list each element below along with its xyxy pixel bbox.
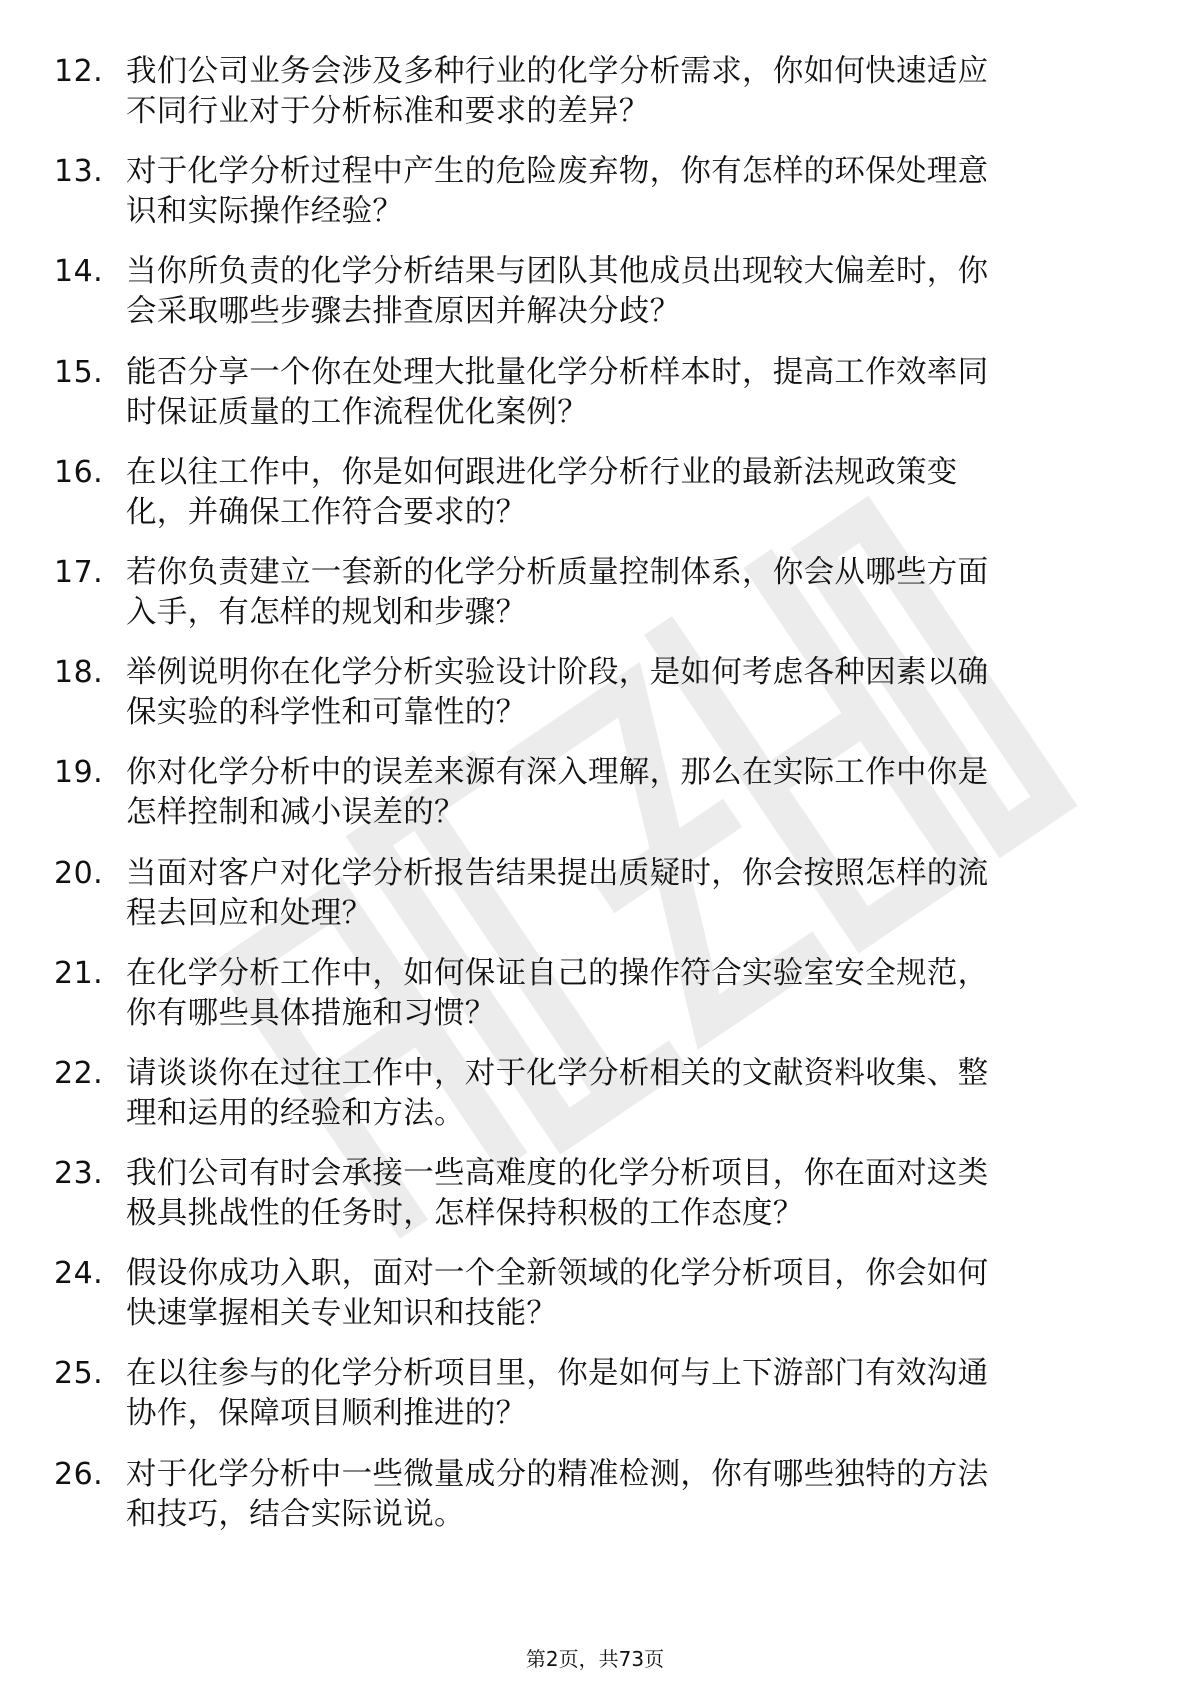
question-number: 12. [54,54,104,89]
question-number: 26. [54,1456,104,1492]
question-number: 20. [54,855,104,891]
question-item [54,252,1114,352]
question-line: 识和实际操作经验？ [126,194,404,230]
question-text [126,1254,1156,1334]
question-text [126,252,1156,332]
question-line: 时保证质量的工作流程优化案例？ [126,394,588,430]
question-line: 当面对客户对化学分析报告结果提出质疑时，你会按照怎样的流 [126,855,989,891]
question-item [54,453,1114,553]
question-text [126,753,1156,833]
question-number: 17. [54,554,104,590]
question-line: 若你负责建立一套新的化学分析质量控制体系，你会从哪些方面 [126,554,989,590]
question-item [54,854,1114,954]
question-item [54,553,1114,653]
question-line: 你对化学分析中的误差来源有深入理解，那么在实际工作中你是 [126,755,989,791]
question-number: 23. [54,1156,104,1192]
question-line: 请谈谈你在过往工作中，对于化学分析相关的文献资料收集、整 [126,1055,989,1091]
question-text [126,1354,1156,1434]
question-item [54,753,1114,853]
question-item [54,1354,1114,1454]
question-list [54,52,1114,1555]
question-line: 协作，保障项目顺利推进的？ [126,1396,527,1432]
question-number: 19. [54,755,104,791]
question-item [54,353,1114,453]
question-text [126,52,1156,132]
question-line: 快速掌握相关专业知识和技能？ [126,1296,558,1332]
question-item [54,152,1114,252]
question-text [126,152,1156,232]
question-line: 当你所负责的化学分析结果与团队其他成员出现较大偏差时，你 [126,254,989,290]
question-text [126,653,1156,733]
question-line: 入手，有怎样的规划和步骤？ [126,594,527,630]
question-item [54,1254,1114,1354]
question-text [126,854,1156,934]
question-item [54,1054,1114,1154]
question-line: 会采取哪些步骤去排查原因并解决分歧？ [126,294,681,330]
question-line: 举例说明你在化学分析实验设计阶段，是如何考虑各种因素以确 [126,655,989,691]
question-number: 14. [54,254,104,290]
question-line: 程去回应和处理？ [126,895,373,931]
question-line: 你有哪些具体措施和习惯？ [126,995,496,1031]
question-text [126,954,1156,1034]
question-line: 在以往工作中，你是如何跟进化学分析行业的最新法规政策变 [126,454,958,490]
question-item [54,52,1114,152]
question-item [54,1154,1114,1254]
question-line: 在以往参与的化学分析项目里，你是如何与上下游部门有效沟通 [126,1356,989,1392]
question-number: 18. [54,655,104,691]
question-number: 13. [54,154,104,190]
question-text [126,1455,1156,1535]
question-line: 在化学分析工作中，如何保证自己的操作符合实验室安全规范， [126,955,989,991]
question-line: 能否分享一个你在处理大批量化学分析样本时，提高工作效率同 [126,354,989,390]
question-text [126,1054,1156,1134]
question-line: 对于化学分析中一些微量成分的精准检测，你有哪些独特的方法 [126,1456,989,1492]
question-item [54,1455,1114,1555]
question-text [126,1154,1156,1234]
question-line: 怎样控制和减小误差的？ [126,795,465,831]
question-number: 21. [54,955,104,991]
page-number-footer: 第2页，共73页 [525,1647,665,1671]
question-text [126,553,1156,633]
question-line: 极具挑战性的任务时，怎样保持积极的工作态度？ [126,1196,804,1232]
question-line: 理和运用的经验和方法。 [126,1095,465,1131]
question-line: 我们公司有时会承接一些高难度的化学分析项目，你在面对这类 [126,1156,989,1192]
question-line: 和技巧，结合实际说说。 [126,1496,465,1532]
question-line: 不同行业对于分析标准和要求的差异？ [126,94,650,129]
question-line: 对于化学分析过程中产生的危险废弃物，你有怎样的环保处理意 [126,154,989,190]
question-text [126,453,1156,533]
question-text [126,353,1156,433]
question-number: 24. [54,1256,104,1292]
question-number: 25. [54,1356,104,1392]
question-item [54,653,1114,753]
question-number: 15. [54,354,104,390]
question-number: 16. [54,454,104,490]
question-line: 保实验的科学性和可靠性的？ [126,695,527,731]
question-line: 化，并确保工作符合要求的？ [126,494,527,530]
question-number: 22. [54,1055,104,1091]
question-item [54,954,1114,1054]
question-line: 假设你成功入职，面对一个全新领域的化学分析项目，你会如何 [126,1256,989,1292]
question-line: 我们公司业务会涉及多种行业的化学分析需求，你如何快速适应 [126,54,989,89]
